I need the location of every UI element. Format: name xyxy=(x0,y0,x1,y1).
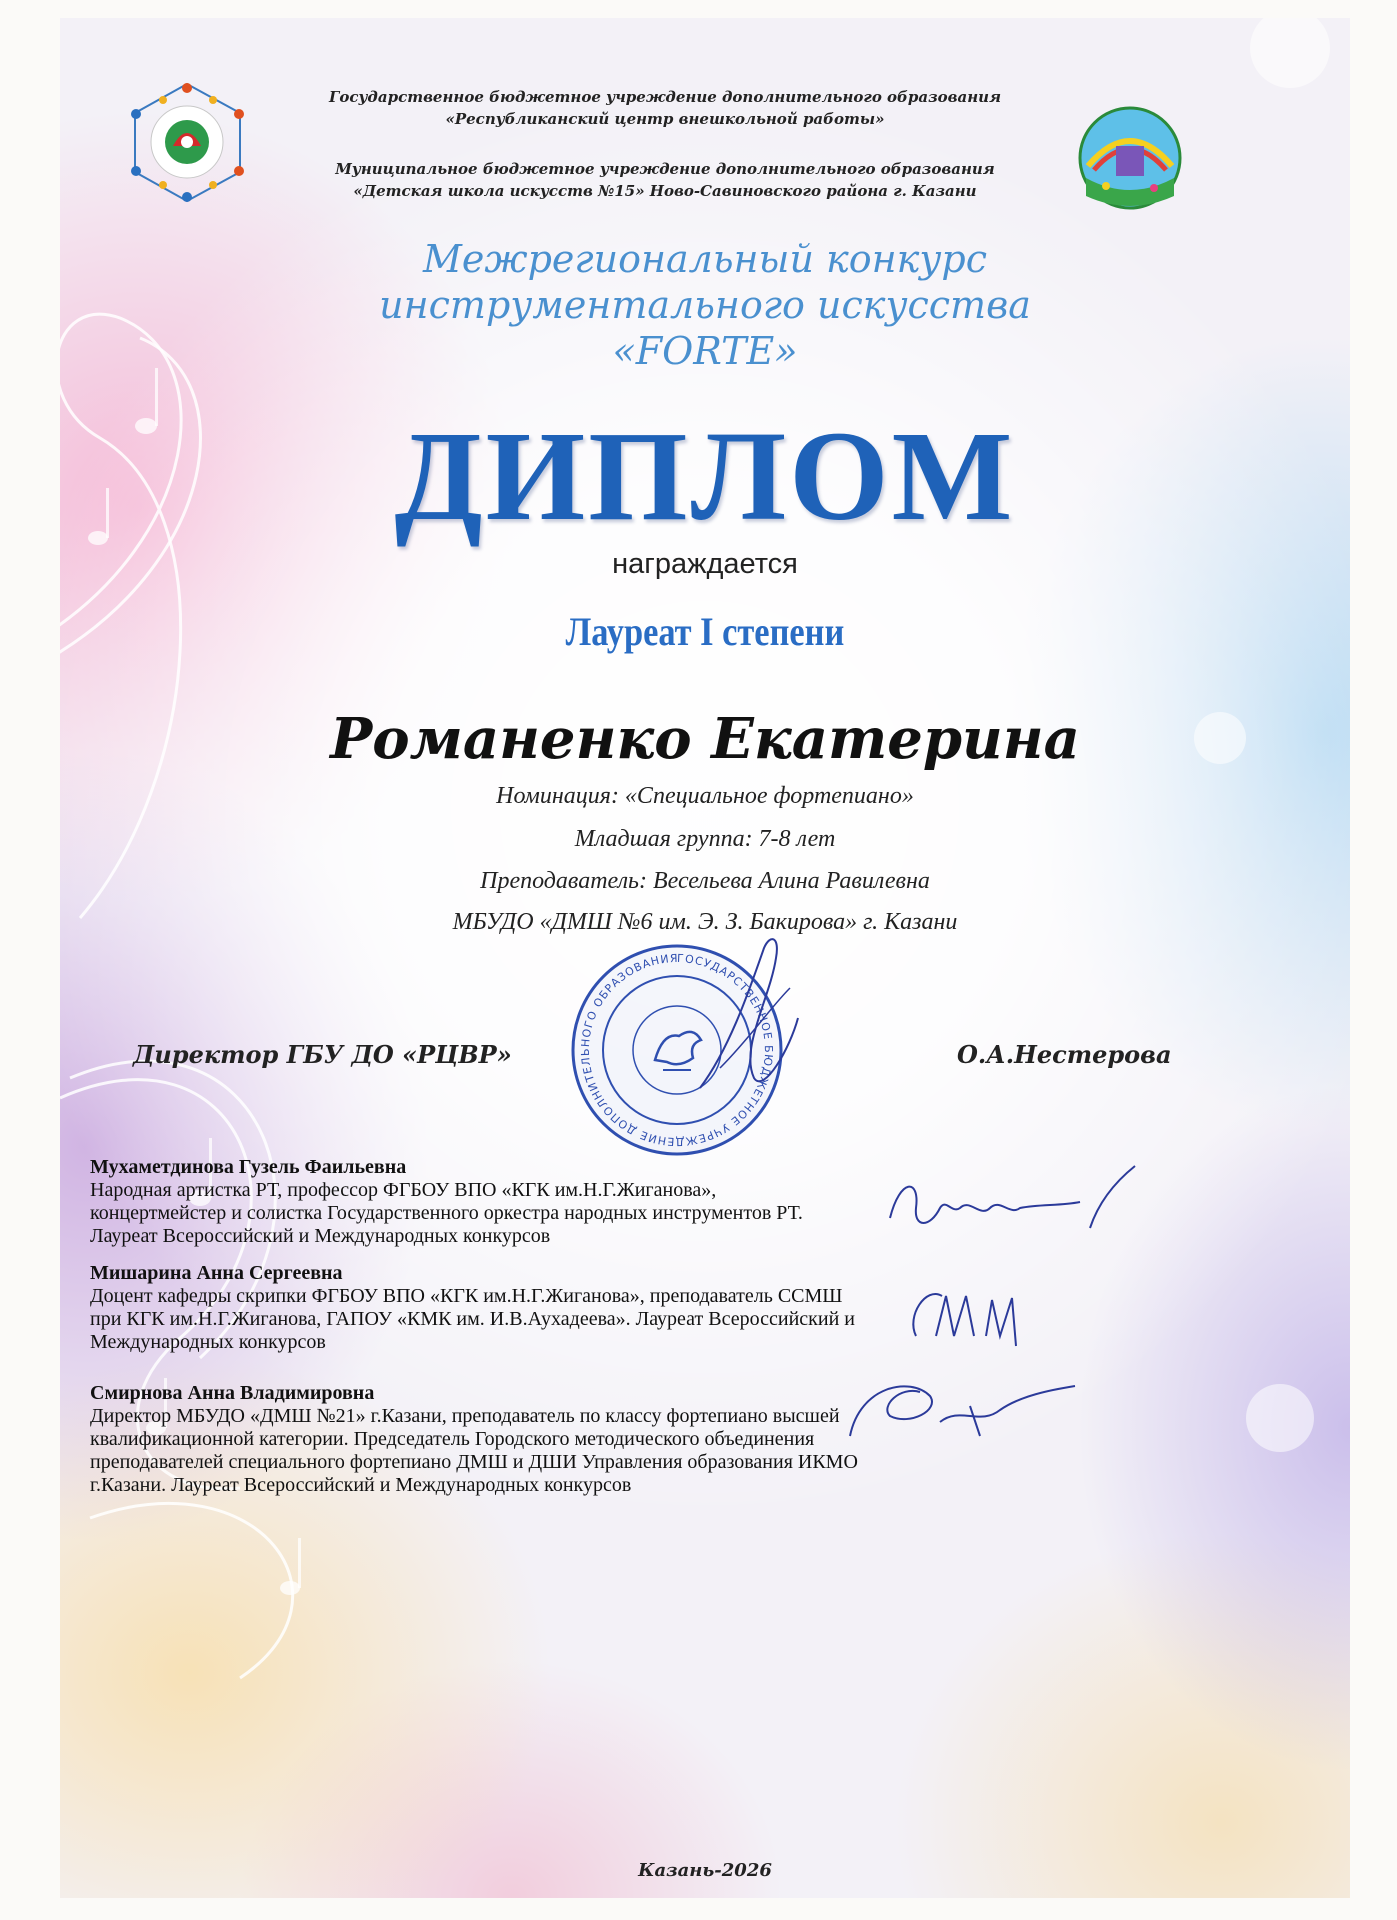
jury-member-name: Мухаметдинова Гузель Фаильевна xyxy=(90,1156,407,1178)
director-name: О.А.Нестерова xyxy=(957,1040,1172,1069)
jury-member-line: концертмейстер и солистка Государственного оркестра народных инструментов РТ. xyxy=(90,1202,803,1224)
diploma-title: ДИПЛОМ xyxy=(394,405,1016,547)
jury-signature-2 xyxy=(896,1276,1036,1356)
jury-member-line: Международных конкурсов xyxy=(90,1331,326,1353)
awarded-text: награждается xyxy=(612,548,798,580)
teacher-text: Преподаватель: Весельева Алина Равилевна xyxy=(480,868,930,894)
jury-member-line: Лауреат Всероссийский и Международных конкурсов xyxy=(90,1225,551,1247)
rcvr-hexagon-logo-icon xyxy=(125,80,250,205)
org-2-line-1: Муниципальное бюджетное учреждение дополнительного образования xyxy=(335,160,995,178)
jury-member-name: Смирнова Анна Владимировна xyxy=(90,1382,375,1404)
jury-member-line: Директор МБУДО «ДМШ №21» г.Казани, преподаватель по классу фортепиано высшей xyxy=(90,1405,840,1427)
org-1-line-2: «Республиканский центр внешкольной работы» xyxy=(445,110,885,128)
left-logo xyxy=(125,80,250,205)
jury-signature-1 xyxy=(880,1158,1140,1248)
recipient-name: Романенко Екатерина xyxy=(330,706,1080,772)
jury-member-line: Доцент кафедры скрипки ФГБОУ ВПО «КГК им.Н.Г.Жиганова», преподаватель ССМШ xyxy=(90,1285,843,1307)
org-2-line-2: «Детская школа искусств №15» Ново-Савиновского района г. Казани xyxy=(353,182,977,200)
jury-member-line: Народная артистка РТ, профессор ФГБОУ ВПО «КГК им.Н.Г.Жиганова», xyxy=(90,1179,717,1201)
jury-member-name: Мишарина Анна Сергеевна xyxy=(90,1262,343,1284)
org-1-line-1: Государственное бюджетное учреждение дополнительного образования xyxy=(328,88,1002,106)
contest-line-2: инструментального искусства xyxy=(379,283,1031,327)
director-signature xyxy=(680,928,820,1098)
diploma-sheet xyxy=(60,18,1350,1898)
school-text: МБУДО «ДМШ №6 им. Э. З. Бакирова» г. Казани xyxy=(452,909,958,935)
jury-member-2 xyxy=(90,1262,910,1354)
contest-line-1: Межрегиональный конкурс xyxy=(422,237,987,281)
right-logo xyxy=(1078,106,1182,210)
stamp-ring-text: ГОСУДАРСТВЕННОЕ БЮДЖЕТНОЕ УЧРЕЖДЕНИЕ ДОПОЛНИТЕЛЬНОГО ОБРАЗОВАНИЯ xyxy=(578,951,776,1149)
jury-member-line: квалификационной категории. Председатель Городского методического объединения xyxy=(90,1428,815,1450)
jury-member-line: г.Казани. Лауреат Всероссийский и Международных конкурсов xyxy=(90,1474,632,1496)
director-title: Директор ГБУ ДО «РЦВР» xyxy=(133,1040,512,1069)
age-group-text: Младшая группа: 7-8 лет xyxy=(574,826,836,852)
jury-member-line: преподавателей специального фортепиано ДМШ и ДШИ Управления образования ИКМО xyxy=(90,1451,858,1473)
nomination-text: Номинация: «Специальное фортепиано» xyxy=(496,783,914,809)
dshi-15-round-logo-icon xyxy=(1078,106,1182,210)
contest-line-3: «FORTE» xyxy=(612,329,798,373)
jury-signature-3 xyxy=(820,1366,1080,1456)
city-year: Казань-2026 xyxy=(638,1860,772,1881)
jury-member-3 xyxy=(90,1382,910,1497)
degree-text: Лауреат I степени xyxy=(565,609,845,654)
jury-member-1 xyxy=(90,1156,890,1248)
jury-member-line: при КГК им.Н.Г.Жиганова, ГАПОУ «КМК им. И.В.Аухадеева». Лауреат Всероссийский и xyxy=(90,1308,855,1330)
